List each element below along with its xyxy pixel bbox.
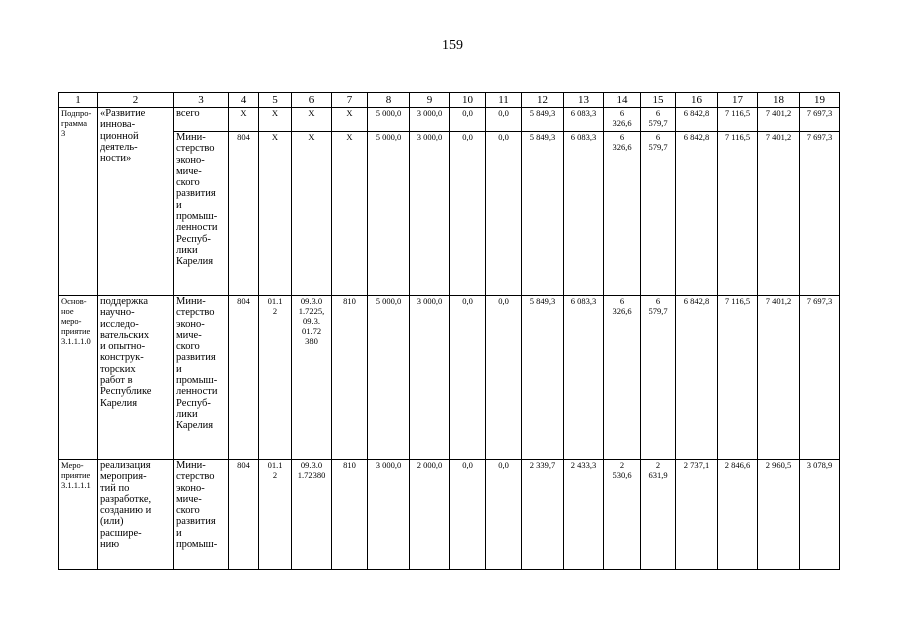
value-cell: X (259, 132, 292, 296)
table-row (59, 108, 840, 132)
table-row (59, 460, 840, 570)
value-cell: 2 339,7 (522, 460, 564, 570)
value-cell: 2 530,6 (604, 460, 641, 570)
value-cell: 7 401,2 (758, 108, 800, 132)
value-cell: 6 083,3 (564, 132, 604, 296)
table-row (59, 132, 840, 296)
value-cell: 0,0 (486, 460, 522, 570)
value-cell: 0,0 (486, 108, 522, 132)
value-cell: 7 697,3 (800, 108, 840, 132)
header-cell: 1 (59, 93, 98, 108)
value-cell: 09.3.0 1.72380 (292, 460, 332, 570)
header-cell: 16 (676, 93, 718, 108)
header-cell: 12 (522, 93, 564, 108)
page-number: 159 (442, 38, 463, 53)
value-cell: 5 849,3 (522, 132, 564, 296)
header-cell: 18 (758, 93, 800, 108)
value-cell: 6 842,8 (676, 132, 718, 296)
value-cell: 7 697,3 (800, 132, 840, 296)
header-cell: 10 (450, 93, 486, 108)
row-executor-cell: Мини- стерство эконо- миче- ского развития и промыш- (174, 460, 229, 570)
header-cell: 8 (368, 93, 410, 108)
budget-table (58, 92, 840, 570)
row-executor-cell: всего (174, 108, 229, 132)
value-cell: 7 401,2 (758, 296, 800, 460)
value-cell: 6 326,6 (604, 296, 641, 460)
value-cell: 6 579,7 (641, 132, 676, 296)
value-cell: 6 579,7 (641, 108, 676, 132)
header-cell: 9 (410, 93, 450, 108)
value-cell: 01.1 2 (259, 296, 292, 460)
value-cell: 6 579,7 (641, 296, 676, 460)
header-cell: 17 (718, 93, 758, 108)
value-cell: 5 000,0 (368, 132, 410, 296)
value-cell: 3 000,0 (368, 460, 410, 570)
table-row (59, 296, 840, 460)
header-cell: 2 (98, 93, 174, 108)
value-cell: 3 000,0 (410, 296, 450, 460)
value-cell: X (292, 132, 332, 296)
header-cell: 19 (800, 93, 840, 108)
value-cell: X (229, 108, 259, 132)
value-cell: X (292, 108, 332, 132)
value-cell: X (259, 108, 292, 132)
value-cell: 5 849,3 (522, 108, 564, 132)
value-cell: 2 960,5 (758, 460, 800, 570)
value-cell: 0,0 (486, 296, 522, 460)
value-cell: 6 842,8 (676, 296, 718, 460)
value-cell: 810 (332, 296, 368, 460)
value-cell: 2 433,3 (564, 460, 604, 570)
value-cell: 0,0 (486, 132, 522, 296)
value-cell: 5 000,0 (368, 108, 410, 132)
value-cell: 7 401,2 (758, 132, 800, 296)
header-cell: 13 (564, 93, 604, 108)
value-cell: 0,0 (450, 108, 486, 132)
value-cell: 5 000,0 (368, 296, 410, 460)
value-cell: 3 000,0 (410, 108, 450, 132)
value-cell: 804 (229, 296, 259, 460)
value-cell: 7 116,5 (718, 296, 758, 460)
row-name-cell: поддержка научно- исследо- вательских и опытно- конструк- торских работ в Республике Карелия (98, 296, 174, 460)
value-cell: X (332, 108, 368, 132)
header-cell: 7 (332, 93, 368, 108)
header-cell: 5 (259, 93, 292, 108)
value-cell: X (332, 132, 368, 296)
header-cell: 15 (641, 93, 676, 108)
row-executor-cell: Мини- стерство эконо- миче- ского развития и промыш- ленности Респуб- лики Карелия (174, 296, 229, 460)
value-cell: 09.3.0 1.7225, 09.3. 01.72 380 (292, 296, 332, 460)
value-cell: 804 (229, 460, 259, 570)
header-cell: 14 (604, 93, 641, 108)
value-cell: 810 (332, 460, 368, 570)
value-cell: 0,0 (450, 132, 486, 296)
value-cell: 7 116,5 (718, 108, 758, 132)
row-name-cell: реализация мероприя- тий по разработке, созданию и (или) расшире- нию (98, 460, 174, 570)
value-cell: 804 (229, 132, 259, 296)
row-code-cell: Подпро- грамма 3 (59, 108, 98, 296)
value-cell: 01.1 2 (259, 460, 292, 570)
value-cell: 6 083,3 (564, 108, 604, 132)
row-code-cell: Основ- ное меро- приятие 3.1.1.1.0 (59, 296, 98, 460)
row-code-cell: Меро- приятие 3.1.1.1.1 (59, 460, 98, 570)
row-executor-cell: Мини- стерство эконо- миче- ского развития и промыш- ленности Респуб- лики Карелия (174, 132, 229, 296)
header-cell: 11 (486, 93, 522, 108)
value-cell: 3 000,0 (410, 132, 450, 296)
value-cell: 5 849,3 (522, 296, 564, 460)
value-cell: 0,0 (450, 460, 486, 570)
value-cell: 7 116,5 (718, 132, 758, 296)
value-cell: 2 631,9 (641, 460, 676, 570)
value-cell: 2 846,6 (718, 460, 758, 570)
value-cell: 6 326,6 (604, 108, 641, 132)
header-cell: 4 (229, 93, 259, 108)
header-row (59, 93, 840, 108)
row-name-cell: «Развитие иннова- ционной деятель- ности» (98, 108, 174, 296)
value-cell: 2 000,0 (410, 460, 450, 570)
header-cell: 3 (174, 93, 229, 108)
value-cell: 6 326,6 (604, 132, 641, 296)
value-cell: 3 078,9 (800, 460, 840, 570)
value-cell: 6 842,8 (676, 108, 718, 132)
header-cell: 6 (292, 93, 332, 108)
value-cell: 0,0 (450, 296, 486, 460)
value-cell: 2 737,1 (676, 460, 718, 570)
value-cell: 7 697,3 (800, 296, 840, 460)
value-cell: 6 083,3 (564, 296, 604, 460)
